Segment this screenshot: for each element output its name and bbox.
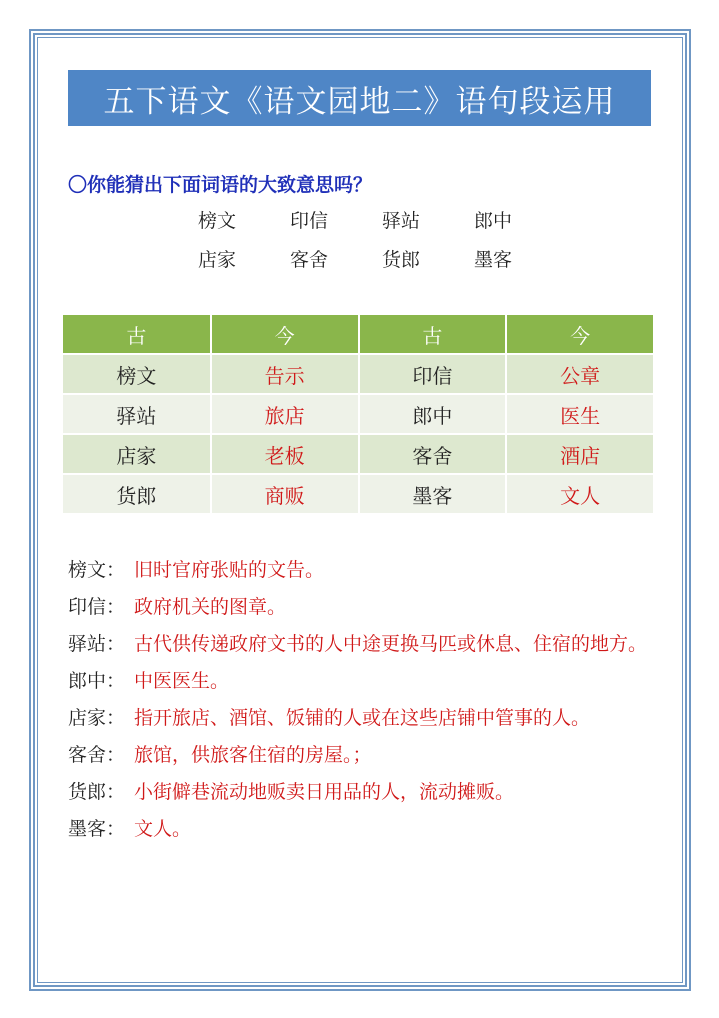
- modern-word: 公章: [506, 354, 654, 394]
- definition-item: [68, 811, 668, 848]
- definition-item: [68, 700, 668, 737]
- definition-term: 郎中：: [68, 670, 126, 692]
- table-row: [63, 434, 654, 474]
- modern-word: 文人: [506, 474, 654, 514]
- word: 榜文: [198, 210, 237, 232]
- table-header-row: [63, 315, 654, 354]
- modern-word: 商贩: [211, 474, 359, 514]
- definition-term: 印信：: [68, 596, 126, 618]
- header-ancient: 古: [63, 315, 211, 354]
- definition-item: [68, 737, 668, 774]
- definition-text: 旧时官府张贴的文告。: [134, 559, 325, 581]
- word: 郎中: [474, 210, 513, 232]
- ancient-word: 客舍: [359, 434, 507, 474]
- definition-text: 中医医生。: [134, 670, 230, 692]
- modern-word: 告示: [211, 354, 359, 394]
- word: 墨客: [474, 249, 513, 271]
- modern-word: 老板: [211, 434, 359, 474]
- definition-term: 驿站：: [68, 633, 126, 655]
- word: 驿站: [382, 210, 421, 232]
- page-title: 五下语文《语文园地二》语句段运用: [68, 70, 651, 126]
- definition-term: 店家：: [68, 707, 126, 729]
- definition-term: 墨客：: [68, 818, 126, 840]
- modern-word: 医生: [506, 394, 654, 434]
- header-modern: 今: [211, 315, 359, 354]
- ancient-word: 店家: [63, 434, 211, 474]
- header-ancient: 古: [359, 315, 507, 354]
- word-row-1: [198, 206, 578, 233]
- definition-text: 文人。: [134, 818, 192, 840]
- word: 店家: [198, 249, 237, 271]
- ancient-word: 印信: [359, 354, 507, 394]
- table-row: [63, 354, 654, 394]
- definition-text: 小街僻巷流动地贩卖日用品的人，流动摊贩。: [134, 781, 515, 803]
- definition-text: 指开旅店、酒馆、饭铺的人或在这些店铺中管事的人。: [134, 707, 591, 729]
- definition-text: 政府机关的图章。: [134, 596, 287, 618]
- definitions-list: [68, 552, 668, 848]
- word: 印信: [290, 210, 329, 232]
- ancient-modern-table: [63, 315, 655, 515]
- definition-term: 榜文：: [68, 559, 126, 581]
- table-row: [63, 474, 654, 514]
- modern-word: 酒店: [506, 434, 654, 474]
- word-row-2: [198, 245, 578, 272]
- header-modern: 今: [506, 315, 654, 354]
- word: 客舍: [290, 249, 329, 271]
- ancient-word: 榜文: [63, 354, 211, 394]
- definition-item: [68, 663, 668, 700]
- definition-item: [68, 774, 668, 811]
- ancient-word: 驿站: [63, 394, 211, 434]
- ancient-word: 货郎: [63, 474, 211, 514]
- ancient-word: 郎中: [359, 394, 507, 434]
- definition-text: 古代供传递政府文书的人中途更换马匹或休息、住宿的地方。: [134, 633, 648, 655]
- definition-term: 货郎：: [68, 781, 126, 803]
- definition-item: [68, 552, 668, 589]
- question-prompt: 〇你能猜出下面词语的大致意思吗？: [68, 174, 373, 196]
- definition-item: [68, 626, 668, 663]
- modern-word: 旅店: [211, 394, 359, 434]
- definition-item: [68, 589, 668, 626]
- definition-term: 客舍：: [68, 744, 126, 766]
- definition-text: 旅馆，供旅客住宿的房屋。；: [134, 744, 372, 766]
- table-row: [63, 394, 654, 434]
- ancient-word: 墨客: [359, 474, 507, 514]
- word: 货郎: [382, 249, 421, 271]
